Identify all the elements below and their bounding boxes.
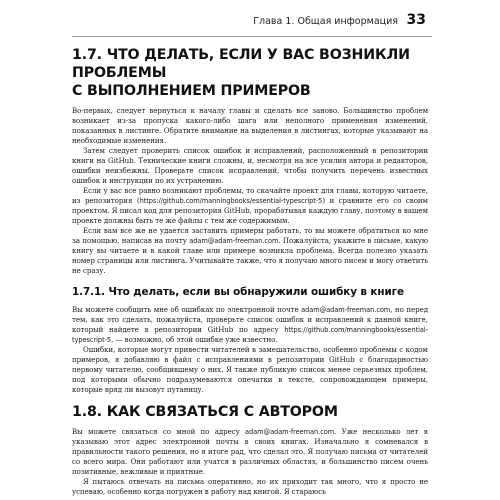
- paragraph: [72, 226, 428, 276]
- paragraph-text: , но перед тем, как это сделать, пожалуйста, проверьте список ошибок и исправлений к данной книге, который найдете в репозитории GitHub по адресу: [72, 305, 428, 334]
- section-heading-1-8: 1.8. КАК СВЯЗАТЬСЯ С АВТОРОМ: [72, 404, 338, 420]
- paragraph: [72, 427, 428, 477]
- page-number: 33: [406, 12, 426, 28]
- author-email: adam@adam-freeman.com: [301, 306, 391, 314]
- author-email: adam@adam-freeman.com: [245, 428, 335, 436]
- section-heading-1-7-line1: 1.7. ЧТО ДЕЛАТЬ, ЕСЛИ У ВАС ВОЗНИКЛИ ПРОБЛЕМЫ: [72, 47, 410, 81]
- paragraph-text: Если у вас все равно возникают проблемы, то скачайте проект для главы, которую читаете, из репозитория (: [72, 186, 428, 205]
- paragraph: Ошибки, которые могут привести читателей в замешательство, особенно проблемы с кодом примеров, я добавляю в файл с исправлениями в репозитории GitHub с благодарностью первому читателю, сообщившему о них. Я также публикую список менее серьезных проблем, под которыми обычно подразумеваются опечатки в тексте, сопровождающем примеры, которые вряд ли вызовут путаницу.: [72, 345, 428, 394]
- repository-url: https://github.com/manningbooks/essential-typescript-5: [139, 197, 323, 205]
- section-gap: [72, 395, 428, 403]
- section-heading-1-7: [72, 46, 428, 100]
- paragraph: Затем следует проверить список ошибок и исправлений, расположенный в репозитории книги на GitHub. Технические книги сложны, и, несмотря на все усилия автора и редакторов, ошибки неизбежны. Проверьте список исправлений, чтобы получить перечень известных ошибок и инструкции по их устранению.: [72, 146, 428, 185]
- paragraph-text: Если вам все же не удается заставить примеры работать, то вы можете обратиться ко мне за помощью, написав на почту: [72, 226, 428, 245]
- paragraph: Я пытаюсь отвечать на письма оперативно, но их приходит так много, что я просто не успеваю, особенно когда погружен в работу над книгой. Я стараюсь: [72, 477, 428, 496]
- paragraph-text: . Пожалуйста, укажите в письме, какую книгу вы читаете и в какой главе или примере возникла проблема. Всегда полезно указать номер страницы или листинга. Учитывайте также, что я получаю много писем и могу ответить не сразу.: [72, 236, 428, 275]
- paragraph: Во-первых, следует вернуться к началу главы и сделать все заново. Большинство проблем возникает из-за пропуска какого-либо шага или неполного применения изменений, показанных в листинге. Обратите внимание на выделения в листингах, которые указывают на необходимые изменения.: [72, 106, 428, 145]
- repository-url: https://github.com/manningbooks/essential-typescript-5: [72, 326, 428, 344]
- author-email: adam@adam-freeman.com: [189, 237, 279, 245]
- page-content: [72, 46, 428, 497]
- running-head: Глава 1. Общая информация: [253, 16, 398, 27]
- paragraph-text: ) и сравните его со своим проектом. Я писал код для репозитория GitHub, прорабатывая каждую главу, поэтому в вашем проекте должны быть те же файлы с тем же содержимым.: [72, 196, 428, 225]
- paragraph-text: . Уже несколько лет я указываю этот адрес электронной почты в своих книгах. Изначально я сомневался в правильности такого решения, но я итоге рад, что сделал это. Я получаю письма от читателей со всего мира. Они работают или учатся в различных областях, и большинство писем очень позитивные, вежливые и приятные.: [72, 427, 428, 476]
- header-rule: [72, 36, 432, 37]
- paragraph-text: Вы можете связаться со мной по адресу: [72, 427, 246, 436]
- subsection-heading-1-7-1: 1.7.1. Что делать, если вы обнаружили ошибку в книге: [72, 286, 404, 298]
- paragraph-text: , — возможно, об этой ошибке уже известно.: [111, 335, 278, 344]
- paragraph-text: Вы можете сообщить мне об ошибках по электронной почте: [72, 305, 302, 314]
- section-heading-1-7-line2: С ВЫПОЛНЕНИЕМ ПРИМЕРОВ: [72, 83, 311, 99]
- paragraph: [72, 186, 428, 226]
- paragraph: [72, 305, 428, 345]
